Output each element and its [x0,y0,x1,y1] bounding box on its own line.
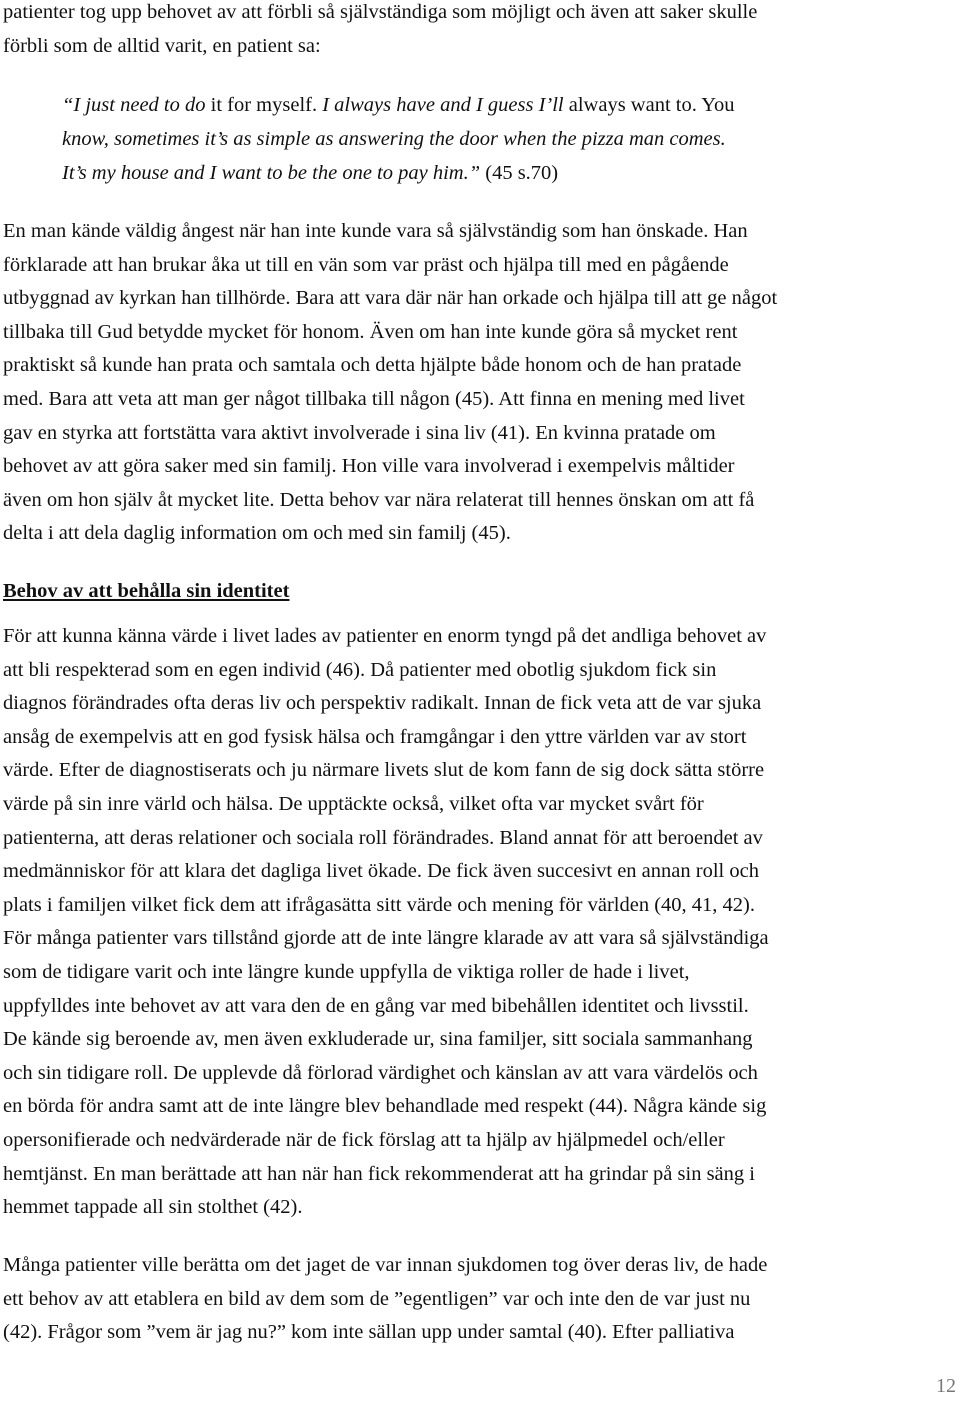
text-line: gav en styrka att fortstätta vara aktivt involverade i sina liv (41). En kvinna pratade om [3,421,716,444]
text-line: delta i att dela daglig information om och med sin familj (45). [3,522,511,545]
quote-line [62,156,734,190]
text-line: utbyggnad av kyrkan han tillhörde. Bara att vara där när han orkade och hjälpa till att ge något [3,287,778,310]
text-line: behovet av att göra saker med sin familj. Hon ville vara involverad i exempelvis måltider [3,455,735,478]
quote-run: It’s my house and I want to be the one to pay him.” [62,162,481,184]
text-line: tillbaka till Gud betydde mycket för honom. Även om han inte kunde göra så mycket rent [3,320,738,343]
text-line: diagnos förändrades ofta deras liv och perspektiv radikalt. Innan de fick veta att de var sjuka [3,692,762,715]
text-line: ansåg de exempelvis att en god fysisk hälsa och framgångar i den yttre världen var av stort [3,725,747,748]
section-heading: Behov av att behålla sin identitet [3,580,290,602]
text-line: att bli respekterad som en egen individ (46). Då patienter med obotlig sjukdom fick sin [3,658,717,681]
text-line: opersonifierade och nedvärderade när de fick förslag att ta hjälp av hjälpmedel och/eller [3,1128,725,1151]
intro-line: patienter tog upp behovet av att förbli så självständiga som möjligt och även att saker skulle [3,1,758,23]
text-line: förklarade att han brukar åka ut till en vän som var präst och hjälpa till med en pågående [3,253,729,276]
text-line: De kände sig beroende av, men även exkluderade ur, sina familjer, sitt sociala sammanhang [3,1028,753,1051]
intro-line: förbli som de alltid varit, en patient sa: [3,34,321,57]
text-line: medmänniskor för att klara det dagliga livet ökade. De fick även succesivt en annan roll och [3,860,759,883]
quote-line [62,122,734,156]
text-line: (42). Frågor som ”vem är jag nu?” kom inte sällan upp under samtal (40). Efter palliativa [3,1321,735,1344]
text-line: En man kände väldig ångest när han inte kunde vara så självständig som han önskade. Han [3,220,748,242]
paragraph-4 [3,1249,767,1350]
page-number: 12 [936,1375,956,1397]
patient-quote [62,88,734,190]
quote-run: it for myself. [205,94,323,116]
paragraph-3 [3,620,769,1225]
text-line: värde på sin inre värld och hälsa. De upptäckte också, vilket ofta var mycket svårt för [3,792,704,815]
text-line: en börda för andra samt att de inte längre blev behandlade med respekt (44). Några kände sig [3,1095,767,1118]
text-line: även om hon själv åt mycket lite. Detta behov var nära relaterat till hennes önskan om att få [3,488,755,511]
text-line: patienterna, att deras relationer och sociala roll förändrades. Bland annat för att beroendet av [3,826,763,849]
quote-line [62,88,734,122]
text-line: och sin tidigare roll. De upplevde då förlorad värdighet och känslan av att vara värdelös och [3,1061,758,1084]
quote-run: (45 s.70) [480,162,559,184]
text-line: med. Bara att veta att man ger något tillbaka till någon (45). Att finna en mening med livet [3,387,745,410]
text-line: ett behov av att etablera en bild av dem som de ”egentligen” var och inte den de var just nu [3,1287,751,1310]
text-line: hemmet tappade all sin stolthet (42). [3,1196,303,1219]
text-line: plats i familjen vilket fick dem att ifrågasätta sitt värde och mening för världen (40, 41, 42). [3,893,756,916]
quote-run: know, sometimes it’s as simple as answering the door when the pizza man comes. [62,128,726,150]
text-line: hemtjänst. En man berättade att han när han fick rekommenderat att ha grindar på sin säng i [3,1162,755,1185]
text-line: För många patienter vars tillstånd gjorde att de inte längre klarade av att vara så självständiga [3,927,769,950]
text-line: Många patienter ville berätta om det jaget de var innan sjukdomen tog över deras liv, de hade [3,1254,768,1276]
intro-paragraph [3,0,757,63]
text-line: uppfylldes inte behovet av att vara den de en gång var med bibehållen identitet och livsstil. [3,994,749,1017]
quote-run: always want to. You [563,94,735,116]
text-line: värde. Efter de diagnostiserats och ju närmare livets slut de kom fann de sig dock sätta större [3,759,765,782]
text-line: som de tidigare varit och inte längre kunde uppfylla de viktiga roller de hade i livet, [3,960,690,983]
paragraph-2 [3,215,777,551]
text-line: För att kunna känna värde i livet lades av patienter en enorm tyngd på det andliga behovet av [3,625,767,647]
text-line: praktiskt så kunde han prata och samtala och detta hjälpte både honom och de han pratade [3,354,742,377]
quote-run: “I just need to do [62,94,206,116]
quote-run: I always have and I guess I’ll [322,94,564,116]
